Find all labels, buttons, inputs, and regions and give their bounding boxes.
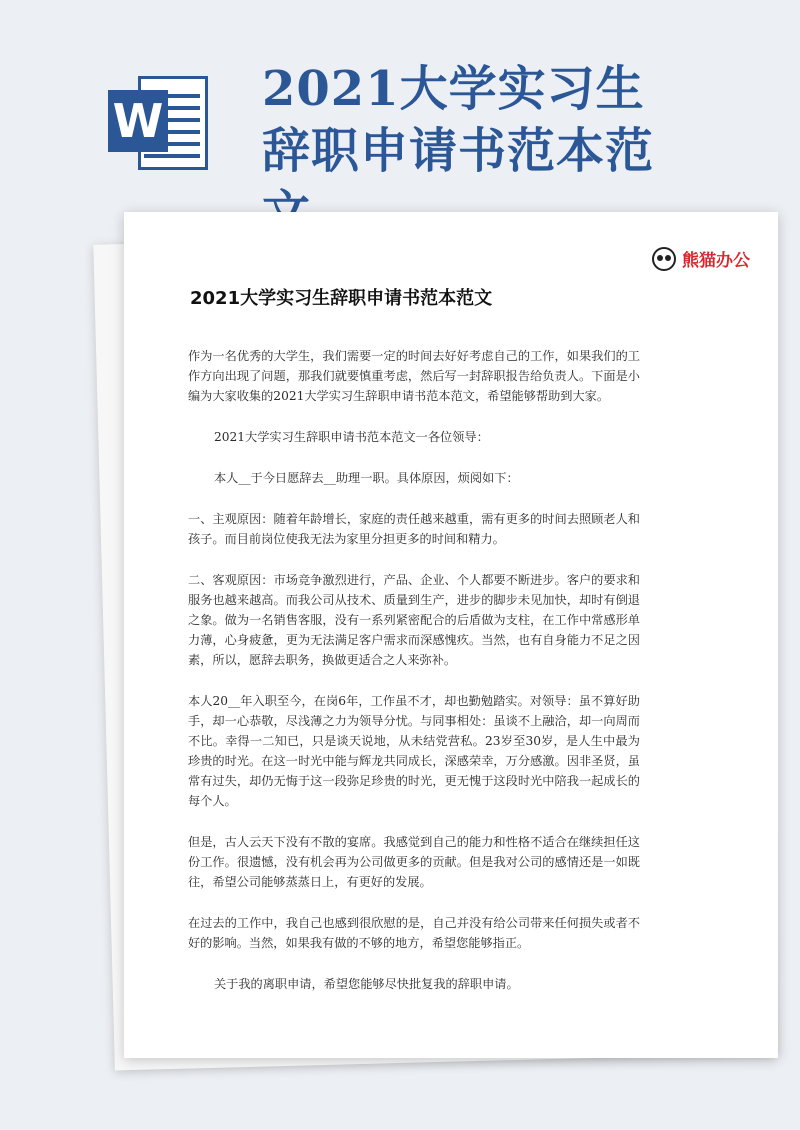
paragraph-closing: 关于我的离职申请，希望您能够尽快批复我的辞职申请。 <box>214 977 519 991</box>
brand-logo <box>652 246 750 271</box>
paragraph-salutation: 2021大学实习生辞职申请书范本范文一各位领导： <box>214 430 489 444</box>
brand-logo-text: 熊猫办公 <box>682 251 750 271</box>
paragraph-subjective-reason: 一、主观原因：随着年龄增长，家庭的责任越来越重，需有更多的时间去照顾老人和孩子。而目前岗位使我无法为家里分担更多的时间和精力。 <box>188 512 640 546</box>
document-body <box>188 346 640 1015</box>
paragraph-history: 本人20__年入职至今，在岗6年，工作虽不才，却也勤勉踏实。对领导：虽不算好助手，却一心恭敬，尽浅薄之力为领导分忧。与同事相处：虽谈不上融洽，却一向周而不比。幸得一二知已，只是谈天说地，从未结党营私。23岁至30岁，是人生中最为珍贵的时光。在这一时光中能与辉龙共同成长，深感荣幸，万分感激。因非圣贤，虽常有过失，却仍无悔于这一段弥足珍贵的时光，更无愧于这段时光中陪我一起成长的每个人。 <box>188 694 640 808</box>
document-page <box>124 212 778 1058</box>
paragraph-statement: 本人__于今日愿辞去__助理一职。具体原因，烦阅如下： <box>214 471 519 485</box>
document-title: 2021大学实习生辞职申请书范本范文 <box>190 288 493 309</box>
paragraph-intro: 作为一名优秀的大学生，我们需要一定的时间去好好考虑自己的工作，如果我们的工作方向出现了问题，那我们就要慎重考虑，然后写一封辞职报告给负责人。下面是小编为大家收集的2021大学实习生辞职申请书范本范文，希望能够帮助到大家。 <box>188 349 640 403</box>
paragraph-farewell: 但是，古人云天下没有不散的宴席。我感觉到自己的能力和性格不适合在继续担任这份工作。很遗憾，没有机会再为公司做更多的贡献。但是我对公司的感情还是一如既往，希望公司能够蒸蒸日上，有更好的发展。 <box>188 835 640 889</box>
panda-icon <box>652 247 676 271</box>
paragraph-reflection: 在过去的工作中，我自己也感到很欣慰的是，自己并没有给公司带来任何损失或者不好的影响。当然，如果我有做的不够的地方，希望您能够指正。 <box>188 916 640 950</box>
banner <box>0 0 800 200</box>
word-document-icon <box>108 72 212 176</box>
page-title: 2021大学实习生辞职申请书范本范 <box>262 61 655 179</box>
word-badge: W <box>108 90 168 152</box>
paragraph-objective-reason: 二、客观原因：市场竞争激烈进行，产品、企业、个人都要不断进步。客户的要求和服务也越来越高。而我公司从技术、质量到生产，进步的脚步未见加快，却时有倒退之象。做为一名销售客服，没有一系列紧密配合的后盾做为支柱，在工作中常感形单力薄，心身疲惫，更为无法满足客户需求而深感愧疚。当然，也有自身能力不足之因素，所以，愿辞去职务，换做更适合之人来弥补。 <box>188 573 640 667</box>
